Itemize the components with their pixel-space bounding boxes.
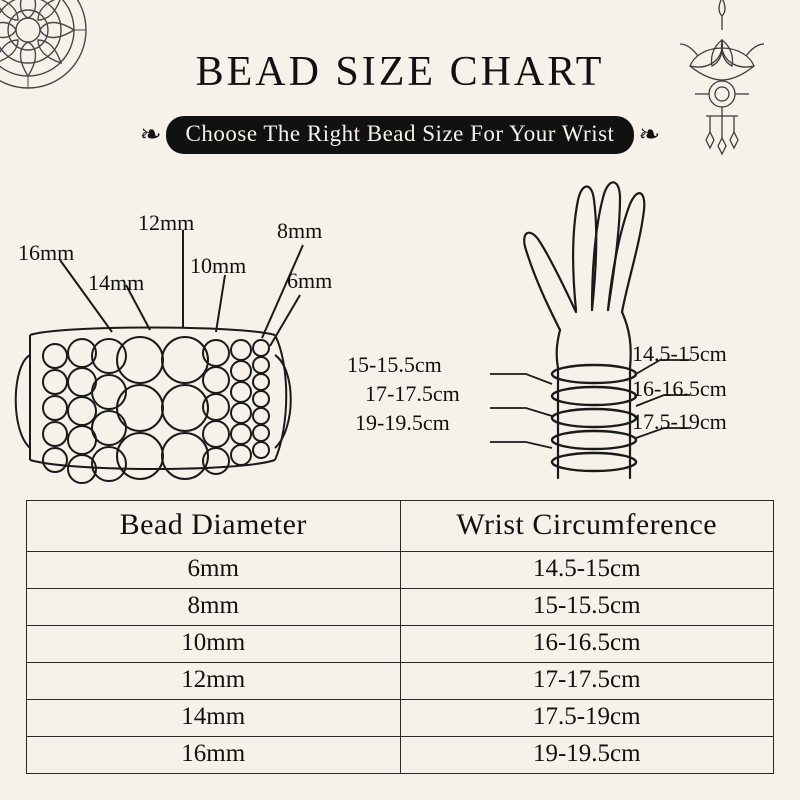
bead-size-table [26, 500, 774, 774]
cell-wrist-circumference: 16-16.5cm [400, 626, 774, 663]
cell-wrist-circumference: 14.5-15cm [400, 552, 774, 589]
subtitle-row [0, 116, 800, 154]
wrist-label-right-3: 17.5-19cm [632, 409, 727, 434]
table-row [27, 589, 774, 626]
flourish-right-icon: ❧ [638, 120, 661, 149]
subtitle-badge: Choose The Right Bead Size For Your Wrist [166, 116, 635, 154]
page-title: BEAD SIZE CHART [195, 49, 605, 95]
wrist-label-left-1: 15-15.5cm [347, 352, 442, 377]
bead-label-8mm: 8mm [277, 218, 323, 243]
wrist-label-left-2: 17-17.5cm [365, 381, 460, 406]
bead-label-6mm: 6mm [287, 268, 333, 293]
cell-wrist-circumference: 19-19.5cm [400, 737, 774, 774]
cell-wrist-circumference: 15-15.5cm [400, 589, 774, 626]
cell-bead-diameter: 6mm [27, 552, 401, 589]
bead-label-14mm: 14mm [88, 270, 145, 295]
wrist-label-right-2: 16-16.5cm [632, 376, 727, 401]
cell-wrist-circumference: 17-17.5cm [400, 663, 774, 700]
table-row [27, 626, 774, 663]
cell-bead-diameter: 10mm [27, 626, 401, 663]
table-row [27, 663, 774, 700]
flourish-left-icon: ❧ [139, 120, 162, 149]
table-header-row [27, 501, 774, 552]
bead-bracelet-illustration [0, 160, 400, 500]
cell-bead-diameter: 12mm [27, 663, 401, 700]
bead-label-12mm: 12mm [138, 210, 195, 235]
table-row [27, 700, 774, 737]
column-header-wrist-circumference: Wrist Circumference [400, 501, 774, 552]
bead-label-16mm: 16mm [18, 240, 75, 265]
wrist-label-left-3: 19-19.5cm [355, 410, 450, 435]
hand-wrist-illustration [480, 160, 700, 490]
table-row [27, 737, 774, 774]
wrist-label-right-1: 14.5-15cm [632, 341, 727, 366]
cell-bead-diameter: 14mm [27, 700, 401, 737]
column-header-bead-diameter: Bead Diameter [27, 501, 401, 552]
cell-bead-diameter: 8mm [27, 589, 401, 626]
bead-label-10mm: 10mm [190, 253, 247, 278]
table-row [27, 552, 774, 589]
cell-wrist-circumference: 17.5-19cm [400, 700, 774, 737]
cell-bead-diameter: 16mm [27, 737, 401, 774]
